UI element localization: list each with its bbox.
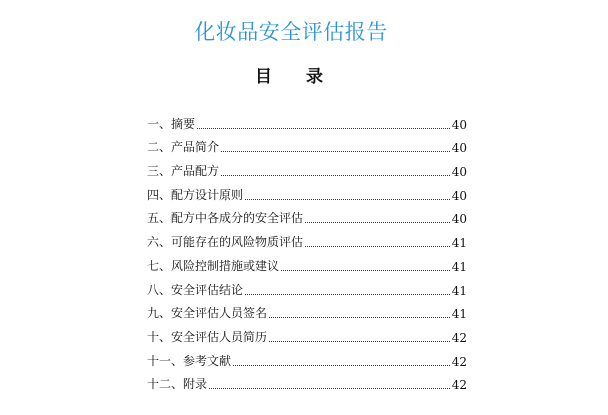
toc-entry-page: 41 — [451, 283, 467, 298]
toc-entry-design-principles[interactable] — [147, 179, 467, 203]
toc-entry-page: 40 — [451, 141, 467, 156]
toc-dot-leader — [305, 221, 450, 223]
toc-entry-references[interactable] — [147, 345, 467, 369]
toc-entry-ingredient-assessment[interactable] — [147, 203, 467, 227]
toc-entry-label: 二、产品简介 — [147, 140, 220, 155]
toc-entry-page: 42 — [451, 378, 467, 393]
toc-entry-risk-control[interactable] — [147, 250, 467, 274]
toc-entry-label: 六、可能存在的风险物质评估 — [147, 235, 304, 250]
toc-heading: 目 录 — [255, 67, 337, 87]
toc-entry-appendix[interactable] — [147, 369, 467, 393]
document-title: 化妆品安全评估报告 — [194, 20, 388, 44]
toc-dot-leader — [221, 150, 450, 152]
toc-entry-page: 42 — [451, 330, 467, 345]
table-of-contents — [147, 108, 467, 392]
toc-entry-label: 九、安全评估人员签名 — [147, 306, 268, 321]
toc-entry-label: 十一、参考文献 — [147, 353, 232, 368]
toc-entry-formula[interactable] — [147, 155, 467, 179]
toc-entry-abstract[interactable] — [147, 108, 467, 132]
toc-entry-page: 41 — [451, 236, 467, 251]
toc-entry-risk-substances[interactable] — [147, 226, 467, 250]
toc-dot-leader — [269, 340, 450, 342]
toc-entry-page: 42 — [451, 354, 467, 369]
toc-entry-page: 40 — [451, 212, 467, 227]
toc-dot-leader — [269, 316, 450, 318]
toc-entry-label: 七、风险控制措施或建议 — [147, 258, 280, 273]
toc-entry-label: 一、摘要 — [147, 116, 196, 131]
toc-entry-page: 41 — [451, 307, 467, 322]
toc-entry-page: 41 — [451, 259, 467, 274]
toc-dot-leader — [245, 293, 450, 295]
toc-dot-leader — [221, 174, 450, 176]
toc-dot-leader — [281, 269, 450, 271]
toc-entry-assessor-resume[interactable] — [147, 321, 467, 345]
toc-entry-label: 十二、附录 — [147, 377, 208, 392]
toc-entry-label: 十、安全评估人员简历 — [147, 329, 268, 344]
toc-entry-assessor-signature[interactable] — [147, 298, 467, 322]
toc-dot-leader — [197, 127, 450, 129]
toc-entry-label: 八、安全评估结论 — [147, 282, 244, 297]
toc-entry-label: 三、产品配方 — [147, 164, 220, 179]
toc-entry-page: 40 — [451, 188, 467, 203]
toc-dot-leader — [209, 387, 450, 389]
toc-entry-label: 五、配方中各成分的安全评估 — [147, 211, 304, 226]
toc-entry-page: 40 — [451, 117, 467, 132]
toc-entry-label: 四、配方设计原则 — [147, 187, 244, 202]
toc-entry-product-intro[interactable] — [147, 132, 467, 156]
toc-dot-leader — [245, 198, 450, 200]
toc-entry-page: 40 — [451, 165, 467, 180]
toc-entry-conclusion[interactable] — [147, 274, 467, 298]
toc-dot-leader — [305, 245, 450, 247]
toc-dot-leader — [233, 364, 450, 366]
